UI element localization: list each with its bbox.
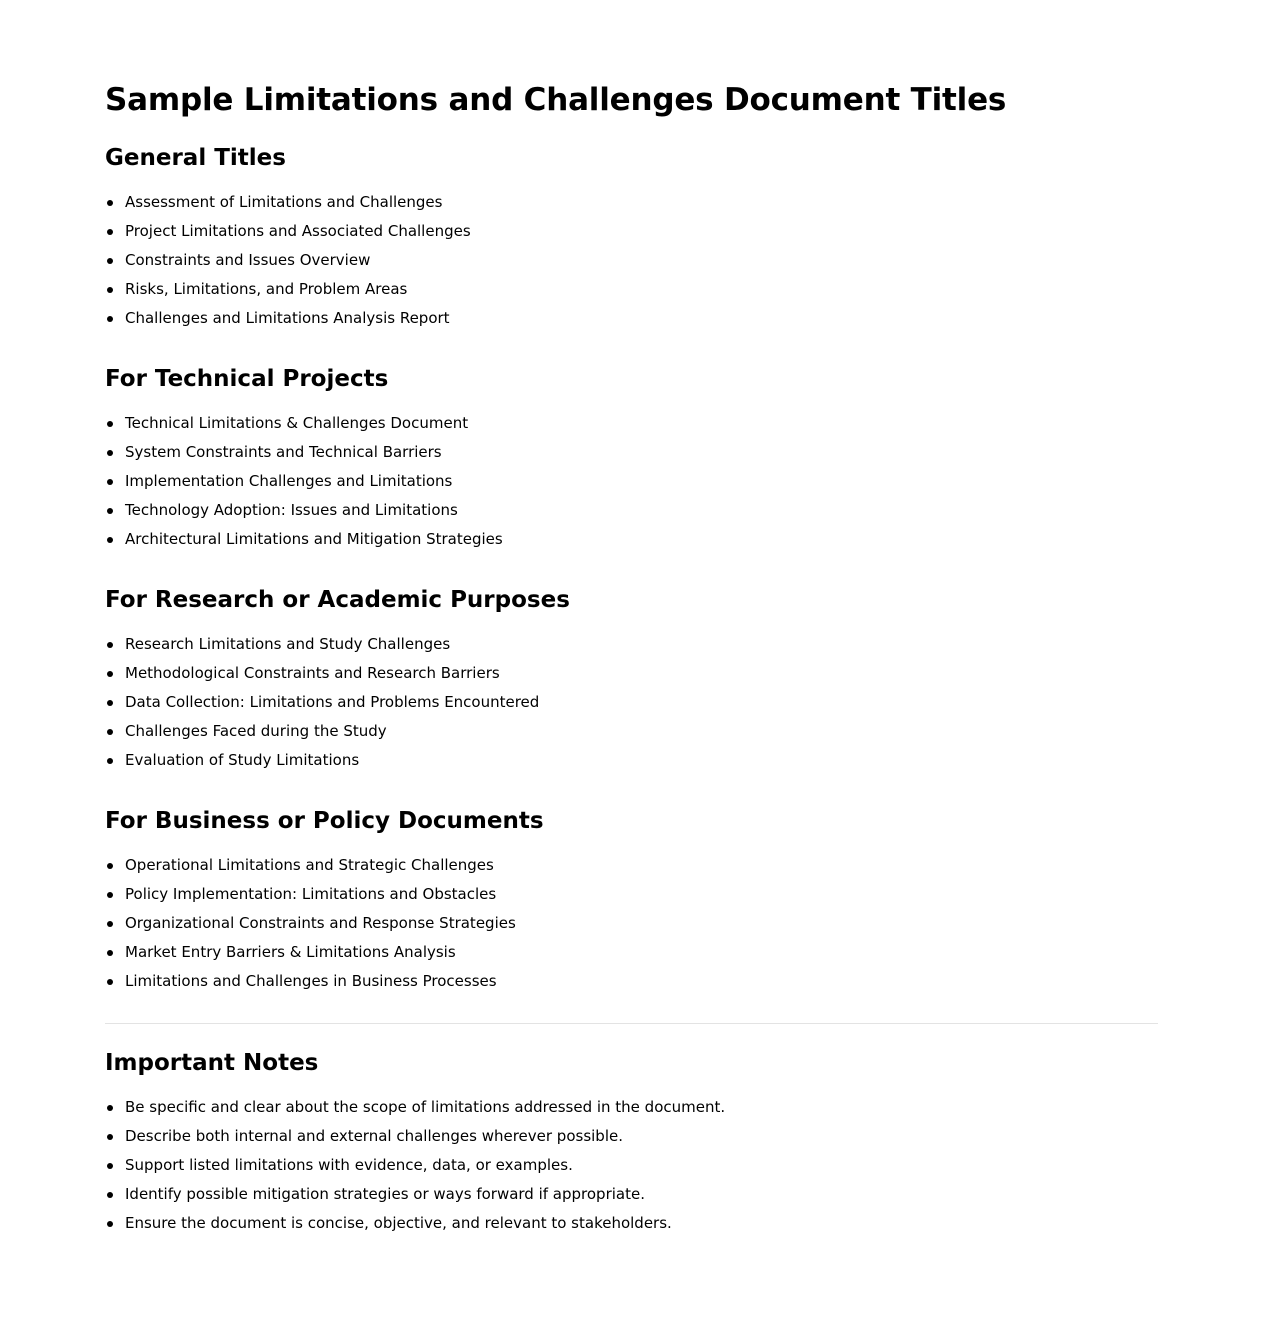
bullet-list [105,188,471,333]
list-item: Methodological Constraints and Research Barriers [105,659,539,688]
list-item: Research Limitations and Study Challenges [105,630,539,659]
list-item: Be specific and clear about the scope of limitations addressed in the document. [105,1093,725,1122]
bullet-list [105,851,516,996]
section-general-titles [105,143,1158,327]
list-item: Technical Limitations & Challenges Document [105,409,503,438]
section-heading: Important Notes [105,1050,319,1076]
list-item: Technology Adoption: Issues and Limitations [105,496,503,525]
list-item: Implementation Challenges and Limitations [105,467,503,496]
page-title: Sample Limitations and Challenges Document Titles [105,82,1007,118]
list-item: Describe both internal and external challenges wherever possible. [105,1122,725,1151]
bullet-list [105,1093,725,1238]
section-heading: For Business or Policy Documents [105,808,544,834]
section-research-academic [105,585,1158,769]
section-technical-projects [105,364,1158,548]
bullet-list [105,630,539,775]
section-heading: General Titles [105,145,286,171]
list-item: Constraints and Issues Overview [105,246,471,275]
list-item: Limitations and Challenges in Business Processes [105,967,516,996]
list-item: Challenges Faced during the Study [105,717,539,746]
list-item: Project Limitations and Associated Challenges [105,217,471,246]
list-item: Operational Limitations and Strategic Challenges [105,851,516,880]
list-item: Policy Implementation: Limitations and Obstacles [105,880,516,909]
list-item: Evaluation of Study Limitations [105,746,539,775]
section-heading: For Technical Projects [105,366,389,392]
section-business-policy [105,806,1158,990]
list-item: Identify possible mitigation strategies or ways forward if appropriate. [105,1180,725,1209]
list-item: Risks, Limitations, and Problem Areas [105,275,471,304]
list-item: Support listed limitations with evidence, data, or examples. [105,1151,725,1180]
section-important-notes [105,1048,1158,1232]
list-item: System Constraints and Technical Barriers [105,438,503,467]
list-item: Ensure the document is concise, objective, and relevant to stakeholders. [105,1209,725,1238]
list-item: Architectural Limitations and Mitigation Strategies [105,525,503,554]
list-item: Market Entry Barriers & Limitations Analysis [105,938,516,967]
section-heading: For Research or Academic Purposes [105,587,570,613]
list-item: Assessment of Limitations and Challenges [105,188,471,217]
list-item: Challenges and Limitations Analysis Report [105,304,471,333]
list-item: Data Collection: Limitations and Problems Encountered [105,688,539,717]
list-item: Organizational Constraints and Response Strategies [105,909,516,938]
bullet-list [105,409,503,554]
section-divider [105,1023,1158,1024]
